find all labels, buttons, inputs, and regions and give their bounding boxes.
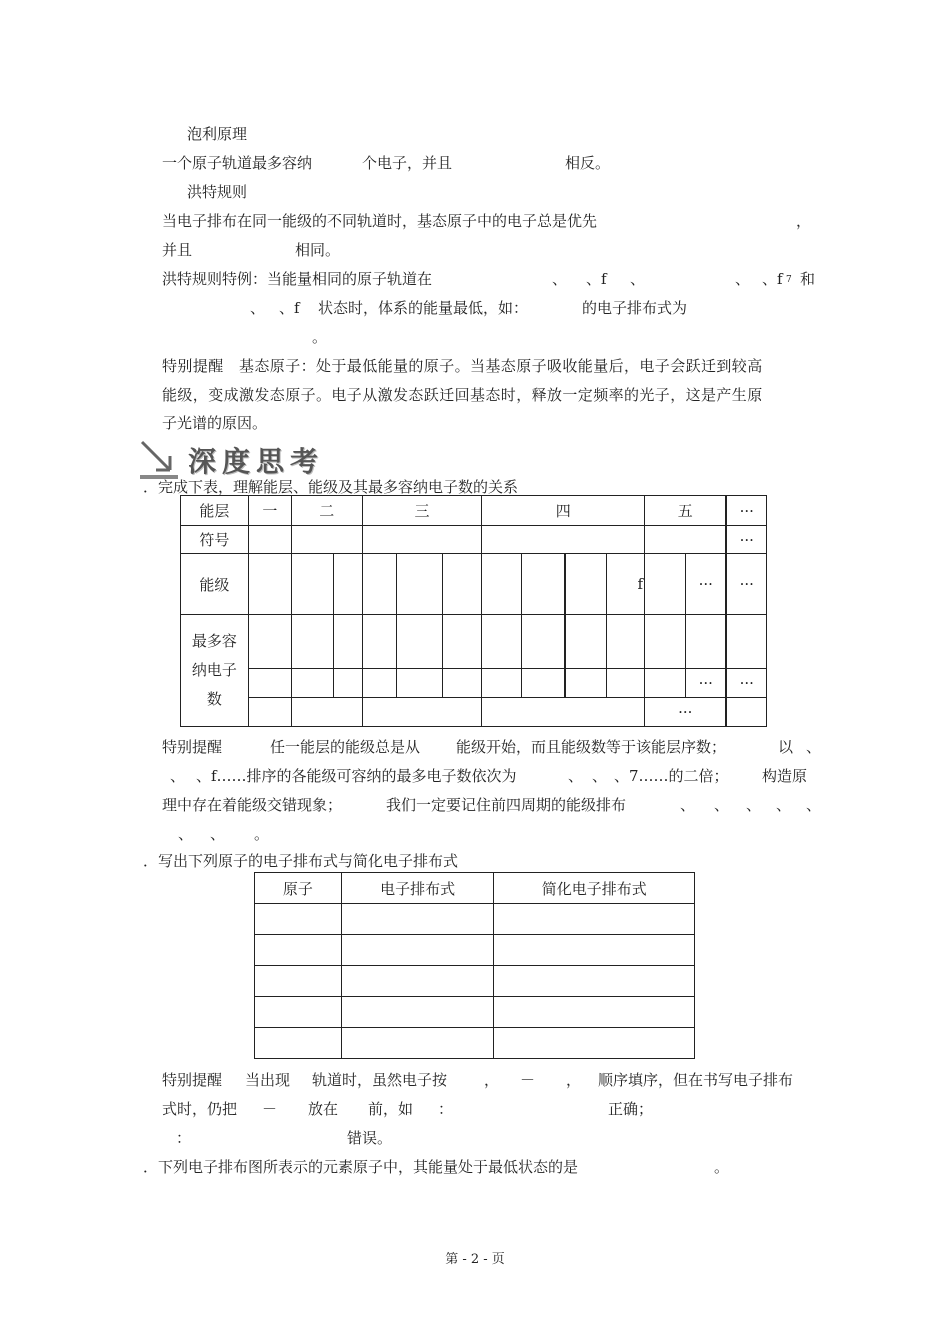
- row-label-max-1: 最多容: [191, 632, 237, 650]
- max-cell: [333, 669, 362, 698]
- max-cell: [645, 615, 686, 669]
- level-cell: [333, 554, 362, 615]
- table-row: [255, 966, 695, 997]
- hund-special-l1-e: 、: [735, 270, 751, 288]
- hund-special-l1-sub: 7: [786, 275, 792, 285]
- blank-cell: [494, 997, 695, 1028]
- row-label-level: 能级: [181, 554, 249, 615]
- tip2-l3-c: 、: [680, 796, 696, 814]
- level-cell-f: f: [607, 554, 645, 615]
- tip2-l1-e: 、: [806, 738, 822, 756]
- max-cell: [362, 615, 396, 669]
- level-cell: [442, 554, 482, 615]
- tip2-l2-a: 、: [170, 767, 186, 785]
- max-cell: [248, 669, 291, 698]
- page-number: 第 - 2 - 页: [445, 1252, 505, 1267]
- blank-cell: [341, 935, 494, 966]
- tip3-l2-b: －: [262, 1100, 278, 1118]
- tip2-l2-d: 、: [592, 767, 608, 785]
- tip3-l1-g: 顺序填序，但在书写电子排布: [598, 1071, 794, 1089]
- blank-cell: [341, 904, 494, 935]
- ellipsis-cell: ···: [686, 669, 727, 698]
- tip2-l3-f: 、: [776, 796, 792, 814]
- blank-cell: [255, 997, 342, 1028]
- max-cell: [565, 615, 607, 669]
- hund-special-l1-c: 、f: [586, 270, 607, 288]
- level-cell: [362, 554, 396, 615]
- max-cell: [522, 669, 565, 698]
- max-cell: [291, 669, 333, 698]
- tip2-l1-d: 以: [778, 738, 794, 756]
- total-cell: [482, 698, 645, 727]
- tip3-l1-a: 特别提醒: [162, 1071, 223, 1089]
- hund-special-l2-c: 状态时，体系的能量最低，如：: [318, 299, 529, 317]
- table-row: [181, 615, 767, 669]
- symbol-cell: [362, 526, 482, 554]
- tip2-l2-e: 、7……的二倍；: [614, 767, 729, 785]
- hund-line2-a: 并且: [162, 241, 193, 259]
- hund-line1-b: ，: [796, 212, 812, 230]
- tip3-l2-a: 式时，仍把: [162, 1100, 238, 1118]
- tip2-l1-a: 特别提醒: [162, 738, 223, 756]
- tip1-line3: 子光谱的原因。: [162, 414, 268, 432]
- blank-cell: [341, 997, 494, 1028]
- level-cell: [291, 554, 333, 615]
- header-config: 电子排布式: [341, 873, 494, 904]
- max-cell: [565, 669, 607, 698]
- max-cell: [482, 669, 522, 698]
- row-label-max: [181, 615, 249, 727]
- hund-special-l1-g: 和: [800, 270, 816, 288]
- pauli-line-c: 相反。: [565, 154, 611, 172]
- pauli-title: 泡利原理: [187, 125, 248, 143]
- layer-cell: 三: [362, 496, 482, 526]
- tip3-l2-e: ：: [438, 1100, 454, 1118]
- max-cell: [645, 669, 686, 698]
- blank-cell: [255, 935, 342, 966]
- q1-prompt: ．完成下表，理解能层、能级及其最多容纳电子数的关系: [143, 478, 519, 496]
- ellipsis-cell: ···: [686, 554, 727, 615]
- table-row: [255, 904, 695, 935]
- ellipsis-cell: ···: [726, 554, 766, 615]
- energy-level-table: [180, 495, 767, 727]
- tip1-line1: 特别提醒 基态原子：处于最低能量的原子。当基态原子吸收能量后，电子会跃迁到较高: [162, 357, 763, 375]
- table-row: [255, 1028, 695, 1059]
- tip2-l3-e: 、: [746, 796, 762, 814]
- section-heading-text: 深度思考: [188, 445, 325, 478]
- layer-cell: 二: [291, 496, 362, 526]
- tip2-l3-g: 、: [806, 796, 822, 814]
- header-simplified: 简化电子排布式: [494, 873, 695, 904]
- symbol-cell: [291, 526, 362, 554]
- tip3-l2-d: 前，如: [368, 1100, 414, 1118]
- blank-cell: [494, 935, 695, 966]
- max-cell: [333, 615, 362, 669]
- table-row: [181, 526, 767, 554]
- tip3-l1-f: ，: [566, 1071, 582, 1089]
- level-cell: [565, 554, 607, 615]
- total-cell: [726, 698, 766, 727]
- blank-cell: [341, 966, 494, 997]
- blank-cell: [255, 1028, 342, 1059]
- ellipsis-cell: ···: [726, 526, 766, 554]
- hund-special-l2-b: 、f: [279, 299, 300, 317]
- max-cell: [291, 615, 333, 669]
- total-cell: [291, 698, 362, 727]
- hund-line2-b: 相同。: [295, 241, 341, 259]
- tip2-l2-b: 、f……排序的各能级可容纳的最多电子数依次为: [196, 767, 517, 785]
- tip1-line2: 能级，变成激发态原子。电子从激发态跃迁回基态时，释放一定频率的光子，这是产生原: [162, 386, 763, 404]
- header-atom: 原子: [255, 873, 342, 904]
- max-cell: [482, 615, 522, 669]
- hund-special-l1-a: 洪特规则特例：当能量相同的原子轨道在: [162, 270, 433, 288]
- blank-cell: [494, 1028, 695, 1059]
- tip2-l4-c: 。: [254, 825, 270, 843]
- max-cell: [442, 669, 482, 698]
- level-cell: [396, 554, 442, 615]
- row-label-max-3: 数: [206, 690, 222, 708]
- ellipsis-cell: ···: [726, 496, 766, 526]
- max-cell: [396, 615, 442, 669]
- ellipsis-cell: ···: [726, 669, 766, 698]
- tip2-l3-b: 我们一定要记住前四周期的能级排布: [386, 796, 627, 814]
- hund-special-l3: 。: [312, 328, 328, 346]
- hund-special-l1-f: 、f: [762, 270, 783, 288]
- max-cell: [686, 615, 727, 669]
- level-cell: [482, 554, 522, 615]
- tip3-l2-f: 正确；: [608, 1100, 654, 1118]
- section-heading: [140, 440, 340, 480]
- layer-cell: 一: [248, 496, 291, 526]
- table-row: [255, 997, 695, 1028]
- row-label-max-2: 纳电子: [191, 661, 237, 679]
- blank-cell: [494, 904, 695, 935]
- tip3-l1-c: 轨道时，虽然电子按: [312, 1071, 448, 1089]
- tip2-l3-d: 、: [714, 796, 730, 814]
- tip2-l2-f: 构造原: [762, 767, 808, 785]
- tip3-l2-c: 放在: [308, 1100, 339, 1118]
- table-row: [181, 698, 767, 727]
- total-cell: [362, 698, 482, 727]
- blank-cell: [255, 966, 342, 997]
- tip2-l4-b: 、: [210, 825, 226, 843]
- symbol-cell: [248, 526, 291, 554]
- q2-prompt: ．写出下列原子的电子排布式与简化电子排布式: [143, 852, 459, 870]
- total-cell: [248, 698, 291, 727]
- tip2-l4-a: 、: [178, 825, 194, 843]
- tip3-l3-a: ：: [176, 1129, 192, 1147]
- arrow-icon: [140, 440, 180, 480]
- tip2-l1-c: 能级开始，而且能级数等于该能层序数；: [456, 738, 727, 756]
- max-cell: [362, 669, 396, 698]
- level-cell: [645, 554, 686, 615]
- hund-special-l2-a: 、: [250, 299, 266, 317]
- pauli-line-b: 个电子，并且: [362, 154, 453, 172]
- table-row: [181, 496, 767, 526]
- blank-cell: [255, 904, 342, 935]
- max-cell: [442, 615, 482, 669]
- tip3-l1-d: ，: [484, 1071, 500, 1089]
- max-cell: [607, 615, 645, 669]
- electron-config-table: [254, 872, 695, 1059]
- max-cell: [726, 615, 766, 669]
- level-cell: [522, 554, 565, 615]
- blank-cell: [494, 966, 695, 997]
- tip2-l3-a: 理中存在着能级交错现象；: [162, 796, 343, 814]
- pauli-line-a: 一个原子轨道最多容纳: [162, 154, 313, 172]
- tip3-l1-e: －: [520, 1071, 536, 1089]
- hund-special-l1-b: 、: [552, 270, 568, 288]
- max-cell: [607, 669, 645, 698]
- q3-end: 。: [714, 1158, 730, 1176]
- table-row: [181, 554, 767, 615]
- table-row: [255, 935, 695, 966]
- table-row: [255, 873, 695, 904]
- tip2-l1-b: 任一能层的能级总是从: [270, 738, 421, 756]
- level-cell: [248, 554, 291, 615]
- symbol-cell: [645, 526, 727, 554]
- tip3-l1-b: 当出现: [245, 1071, 291, 1089]
- hund-title: 洪特规则: [187, 183, 248, 201]
- table-row: [181, 669, 767, 698]
- hund-line1-a: 当电子排布在同一能级的不同轨道时，基态原子中的电子总是优先: [162, 212, 598, 230]
- symbol-cell: [482, 526, 645, 554]
- hund-special-l1-d: 、: [630, 270, 646, 288]
- hund-special-l2-d: 的电子排布式为: [582, 299, 688, 317]
- tip2-l2-c: 、: [568, 767, 584, 785]
- max-cell: [248, 615, 291, 669]
- ellipsis-cell: ···: [645, 698, 727, 727]
- max-cell: [396, 669, 442, 698]
- row-label-symbol: 符号: [181, 526, 249, 554]
- tip3-l3-b: 错误。: [347, 1129, 393, 1147]
- blank-cell: [341, 1028, 494, 1059]
- layer-cell: 五: [645, 496, 727, 526]
- q3-prompt: ．下列电子排布图所表示的元素原子中，其能量处于最低状态的是: [143, 1158, 579, 1176]
- max-cell: [522, 615, 565, 669]
- row-label-layer: 能层: [181, 496, 249, 526]
- layer-cell: 四: [482, 496, 645, 526]
